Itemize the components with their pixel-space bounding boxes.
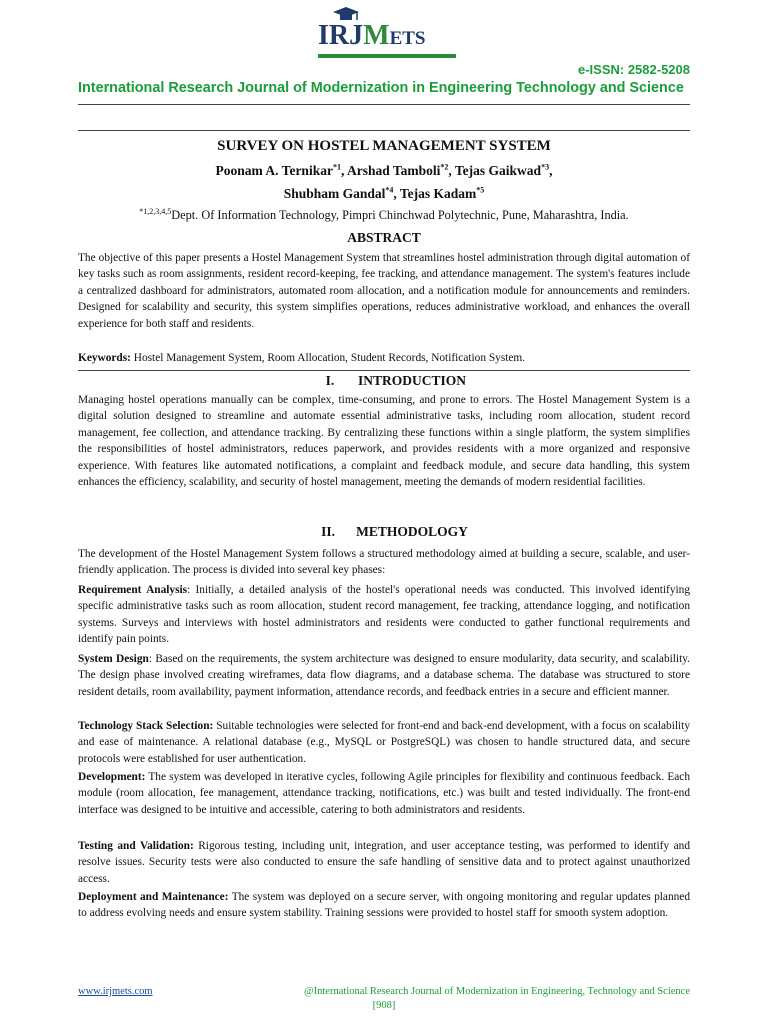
phase-label: Development: (78, 771, 146, 783)
section-title: INTRODUCTION (357, 373, 466, 388)
phase-text: Based on the requirements, the system architecture was designed to ensure modularity, data security, and scalability. The design phase involved creating wireframes, data flow diagrams, and a database schema. The database was structured to store resident details, room availability, payment information, attendance records, and feedback entries in a secure and efficient manner. (78, 653, 690, 698)
keywords-label: Keywords: (78, 352, 131, 364)
author-name: Poonam A. Ternikar (215, 163, 333, 178)
issn: e-ISSN: 2582-5208 (577, 62, 690, 77)
logo-irj: IRJ (318, 20, 364, 51)
methodology-phase (78, 838, 690, 887)
author-name: Arshad Tamboli (346, 163, 441, 178)
methodology-phase (78, 769, 690, 818)
methodology-phase (78, 651, 690, 700)
logo-m: M (363, 20, 390, 51)
section-number: I. (325, 373, 335, 388)
footer-website-link[interactable]: www.irjmets.com (78, 986, 153, 997)
author-sup: *2 (440, 162, 449, 172)
phase-label: Deployment and Maintenance: (78, 891, 229, 903)
phase-text: The system was deployed on a secure server, with ongoing monitoring and regular updates planned to address evolving needs and ensure system stability. Training sessions were provided to hostel staff for smooth system adoption. (78, 891, 691, 920)
phase-label: System Design (78, 653, 149, 665)
author-name: Tejas Kadam (399, 186, 477, 201)
logo-underline (318, 54, 456, 58)
phase-label: Requirement Analysis (78, 584, 188, 596)
methodology-phase (78, 718, 690, 767)
phase-separator: : (148, 653, 152, 665)
abstract-text: The objective of this paper presents a Hostel Management System that streamlines hostel administration through digital automation of key tasks such as room assignments, resident record-keeping, fee tracking, and attendance management. The system's features include a centralized dashboard for administrators, automated room allocation, and a notification module for announcements and reminders. Designed for scalability and security, this system simplifies operations, reduces administrative workload, and enhances the overall experience for both staff and residents. (78, 252, 690, 330)
methodology-intro: The development of the Hostel Management System follows a structured methodology aimed at building a secure, scalable, and user-friendly application. The process is divided into several key phases: (78, 548, 690, 577)
author-sup: *3 (541, 162, 550, 172)
abstract-rule (78, 370, 690, 371)
author-sup: *4 (385, 185, 394, 195)
paper-title: SURVEY ON HOSTEL MANAGEMENT SYSTEM (217, 138, 551, 154)
section-heading-methodology (78, 524, 690, 540)
phase-text: Rigorous testing, including unit, integration, and user acceptance testing, was performed to identify and resolve issues. Security tests were also conducted to ensure the safe handling of sensitive data and to protect against unauthorized access. (78, 840, 690, 885)
footer-copyright: @International Research Journal of Modernization in Engineering, Technology and Science (303, 986, 690, 997)
authors-line-1: Poonam A. Ternikar$^{*1}$, Arshad Tamboli$^{*2}$, Tejas Gaikwad$^{*3}$, (215, 162, 553, 178)
logo-ets: ETS (389, 28, 426, 49)
introduction-text: Managing hostel operations manually can be complex, time-consuming, and prone to errors. The Hostel Management System is a digital solution designed to streamline and automate essential administrative tasks, including room allocation, student record management, fee collection, and attendance tracking. By centralizing these functions within a single platform, the system simplifies the responsibilities of hostel administrators, reduces paperwork, and provides residents with a more organized and responsive experience. With features like automated notifications, a complaint and feedback module, and secure data handling, this system enhances the efficiency, scalability, and security of hostel management, meeting the demands of modern residential facilities. (78, 394, 690, 489)
title-rule (78, 130, 690, 131)
methodology-phase (78, 582, 690, 648)
phase-separator: : (187, 584, 191, 596)
logo-text (318, 20, 425, 52)
abstract-heading: ABSTRACT (347, 230, 421, 245)
phase-text: Suitable technologies were selected for front-end and back-end development, with a focus on scalability and ease of maintenance. A relational database (e.g., MySQL or PostgreSQL) was chosen to handle structured data, and secure protocols were established for user authentication. (78, 720, 690, 765)
header-rule (78, 104, 690, 105)
page-number: [908] (372, 1000, 396, 1011)
keywords-text: Hostel Management System, Room Allocation, Student Records, Notification System. (130, 352, 526, 364)
author-sup: *5 (476, 185, 485, 195)
affiliation (78, 208, 690, 223)
section-title: METHODOLOGY (356, 524, 468, 539)
phase-text: Initially, a detailed analysis of the hostel's operational needs was conducted. This involved identifying specific administrative tasks such as room allocation, student record management, fee tracking, attendance logging, and notification systems. Surveys and interviews with hostel administrators and residents were conducted to gather functional requirements and identify pain points. (78, 584, 690, 646)
affiliation-text: Dept. Of Information Technology, Pimpri Chinchwad Polytechnic, Pune, Maharashtra, India. (171, 208, 629, 222)
journal-title: International Research Journal of Modernization in Engineering Technology and Science (78, 80, 684, 96)
methodology-phase (78, 889, 690, 922)
phase-text: The system was developed in iterative cycles, following Agile principles for flexibility and continuous feedback. Each module (room allocation, fee management, attendance tracking, notifications, etc.) was built and tested individually. The front-end interface was designed to be intuitive and accessible, catering to both administrators and residents. (78, 771, 690, 816)
authors-line-2: Shubham Gandal$^{*4}$, Tejas Kadam$^{*5}$ (283, 185, 485, 201)
section-number: II. (321, 524, 336, 539)
author-sup: *1 (332, 162, 341, 172)
author-name: Tejas Gaikwad (454, 163, 542, 178)
journal-logo (318, 6, 458, 58)
affiliation-sup: *1,2,3,4,5 (139, 206, 172, 216)
phase-label: Technology Stack Selection: (78, 720, 214, 732)
author-name: Shubham Gandal (283, 186, 386, 201)
keywords (78, 350, 690, 366)
phase-label: Testing and Validation: (78, 840, 194, 852)
section-heading-introduction (78, 373, 690, 389)
